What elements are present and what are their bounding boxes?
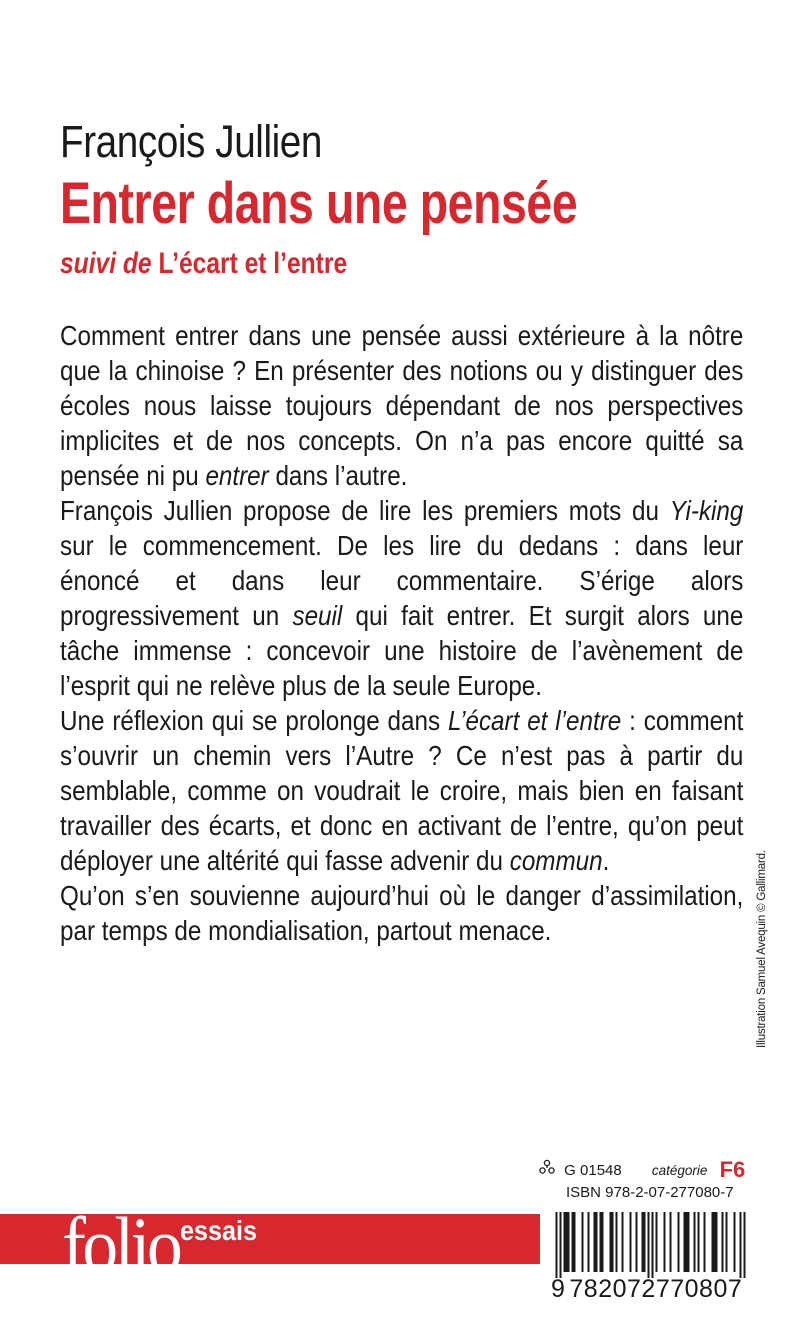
gallimard-emblem-icon (538, 1159, 560, 1180)
publisher-code-line (538, 1157, 745, 1183)
barcode-bar (602, 1212, 604, 1272)
blurb-emphasis: Yi-king (669, 495, 744, 526)
barcode-bar (694, 1212, 696, 1272)
barcode-bar (630, 1212, 632, 1272)
barcode-bar (610, 1212, 612, 1272)
barcode-bar (656, 1212, 658, 1272)
barcode-bar (704, 1212, 706, 1272)
barcode-bars (551, 1212, 750, 1278)
barcode-bar (594, 1212, 596, 1272)
back-cover-blurb (60, 318, 743, 948)
barcode-bar (664, 1212, 666, 1272)
barcode-bar (712, 1212, 714, 1272)
blurb-emphasis: commun (509, 845, 603, 876)
barcode-bar (686, 1212, 688, 1272)
barcode-bar (568, 1212, 570, 1272)
blurb-paragraph-2 (60, 493, 743, 703)
barcode-bar (716, 1212, 718, 1272)
illustration-credit: Illustration Samuel Avequin © Gallimard. (756, 850, 768, 1048)
barcode-bar (564, 1212, 566, 1272)
blurb-emphasis: seuil (292, 600, 343, 631)
essais-logo: essais (180, 1215, 258, 1246)
blurb-text: qui fait entrer. Et surgit alors une tâche immense : concevoir une histoire de l’avènement de l’esprit qui ne relève plus de la seule Europe. (60, 600, 744, 701)
barcode-bar (600, 1212, 602, 1272)
ean-first-digit: 9 (551, 1275, 566, 1303)
barcode-bar (648, 1212, 650, 1278)
blurb-paragraph-1 (60, 318, 743, 493)
barcode-bar (722, 1212, 724, 1272)
book-subtitle (60, 247, 347, 281)
barcode-bar (740, 1212, 742, 1278)
barcode-bar (644, 1212, 646, 1272)
barcode-bar (744, 1212, 746, 1278)
blurb-text: . (602, 845, 610, 876)
blurb-text: Une réflexion qui se prolonge dans (60, 705, 448, 736)
barcode-bar (622, 1212, 624, 1272)
barcode-bar (678, 1212, 680, 1272)
category-value: F6 (719, 1157, 746, 1182)
barcode-bar (726, 1212, 728, 1272)
barcode-digits (551, 1275, 742, 1304)
barcode-bar (566, 1212, 568, 1272)
folio-logo: folio (62, 1201, 180, 1288)
barcode-bar (574, 1212, 576, 1272)
blurb-text: Comment entrer dans une pensée aussi extérieure à la nôtre que la chinoise ? En présenter des notions ou y distinguer des écoles nous laisse toujours dépendant de nos perspectives implicites et de nos concepts. On n’a pas encore quitté sa pensée ni pu (60, 320, 744, 491)
blurb-emphasis: L’écart et l’entre (447, 705, 622, 736)
barcode-bar (734, 1212, 736, 1272)
blurb-emphasis: entrer (205, 460, 269, 491)
ean-right-group: 770807 (655, 1275, 743, 1303)
barcode-bar (652, 1212, 654, 1278)
barcode-bar (688, 1212, 690, 1272)
barcode-bar (560, 1212, 562, 1278)
barcode-bar (596, 1212, 598, 1272)
barcode-bar (556, 1212, 558, 1278)
blurb-text: François Jullien propose de lire les premiers mots du (60, 495, 670, 526)
barcode-bar (572, 1212, 574, 1272)
book-title: Entrer dans une pensée (60, 171, 578, 236)
barcode-bar (714, 1212, 716, 1272)
barcode-bar (636, 1212, 638, 1272)
blurb-text: dans l’autre. (268, 460, 408, 491)
blurb-paragraph-4: Qu’on s’en souvienne aujourd’hui où le danger d’assimilation, par temps de mondialisation, partout menace. (60, 880, 744, 946)
blurb-text: : comment s’ouvrir un chemin vers l’Autre ? Ce n’est pas à partir du semblable, comme on voudrait le croire, mais bien en faisant travailler des écarts, et donc en activant de l’entre, qu’on peut déployer une altérité qui fasse advenir du (60, 705, 744, 876)
author-name: François Jullien (60, 116, 322, 167)
subtitle-prefix: suivi de (60, 247, 152, 280)
blurb-text: sur le commencement. De les lire du dedans : dans leur énoncé et dans leur commentaire. S’érige alors progressivement un (60, 530, 744, 631)
barcode-bar (588, 1212, 590, 1272)
blurb-paragraph-3 (60, 703, 743, 878)
barcode-bar (582, 1212, 584, 1272)
barcode-bar (642, 1212, 644, 1272)
barcode-bar (698, 1212, 700, 1272)
barcode-bar (684, 1212, 686, 1272)
subtitle-title: L’écart et l’entre (158, 247, 348, 280)
category-label: catégorie (651, 1163, 708, 1178)
publisher-code: G 01548 (564, 1162, 622, 1179)
barcode-bar (616, 1212, 618, 1272)
ean-left-group: 782072 (569, 1275, 656, 1303)
barcode-bar (670, 1212, 672, 1272)
isbn: ISBN 978-2-07-277080-7 (566, 1184, 734, 1201)
barcode-bar (612, 1212, 614, 1272)
